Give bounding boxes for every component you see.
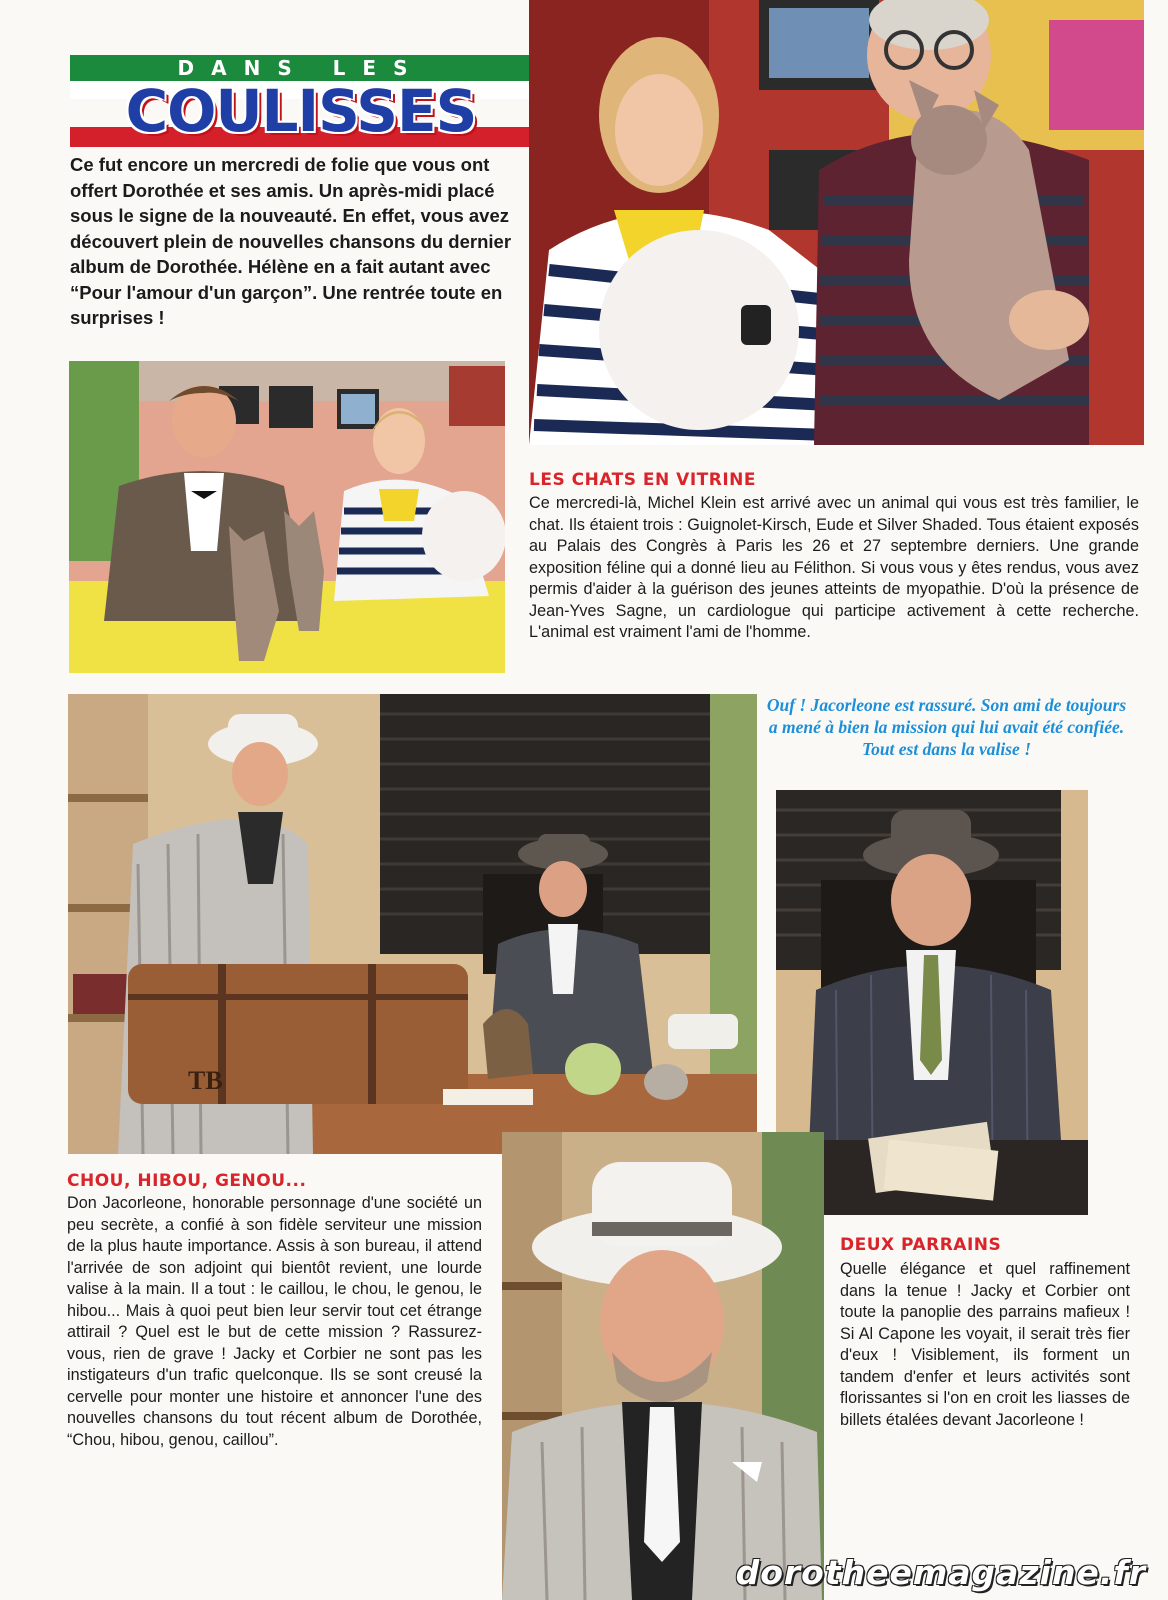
heading-chou-hibou-genou: CHOU, HIBOU, GENOU... — [67, 1171, 307, 1191]
heading-deux-parrains: DEUX PARRAINS — [840, 1235, 1002, 1255]
caption-jacorleone: Ouf ! Jacorleone est rassuré. Son ami de toujours a mené à bien la mission qui lui avait été confiée. Tout est dans la valise ! — [766, 695, 1127, 759]
article-chou-text: Don Jacorleone, honorable personnage d'une société un peu secrète, a confié à son fidèle serviteur une mission de la plus haute importance. Assis à son bureau, il attend l'arrivée de son adjoint qui bientôt revient, une lourde valise à la main. Il a tout : le caillou, le chou, le genou, le hibou... Mais à quoi peut bien leur servir tout cet étrange attirail ? Quel est le but de cette mission ? Rassurez-vous, rien de grave ! Jacky et Corbier ne sont pas les instigateurs d'un trafic quelconque. Ils se sont creusé la cervelle pour monter une histoire et annoncer l'une des nouvelles chansons du tout récent album de Dorothée, “Chou, hibou, genou, caillou”. — [67, 1194, 482, 1449]
site-watermark: dorotheemagazine.fr — [735, 1553, 1146, 1592]
article-chats-text: Ce mercredi-là, Michel Klein est arrivé avec un animal qui vous est très familier, le chat. Ils étaient trois : Guignolet-Kirsch, Eude et Silver Shaded. Tous étaient exposés au Palais des Congrès à Paris les 26 et 27 septembre derniers. Une grande exposition féline qui a donné lieu au Félithon. Si vous vous y êtes rendus, vous avez permis d'aider à la guérison des jeunes atteints de myopathie. D'où la présence de Jean-Yves Sagne, un cardiologue qui participe activement à cette recherche. L'animal est vraiment l'ami de l'homme. — [529, 494, 1139, 641]
suitcase-initials: TB — [188, 1066, 223, 1095]
article-parrains-text: Quelle élégance et quel raffinement dans la tenue ! Jacky et Corbier ont toute la panoplie des parrains mafieux ! Si Al Capone les voyait, il serait très fier d'eux ! Visiblement, ils forment un tandem d'enfer et leurs activités sont florissantes si l'on en croit les liasses de billets étalées devant Jacorleone ! — [840, 1260, 1130, 1429]
photo-office-suitcase — [68, 694, 757, 1154]
logo-kicker: DANS LES — [70, 55, 532, 81]
photo-man-white-hat — [502, 1132, 824, 1600]
logo-title: COULISSES — [125, 77, 477, 145]
photo-desk-with-cats — [69, 361, 505, 673]
photo-presenters-with-cats — [529, 0, 1144, 445]
intro-paragraph: Ce fut encore un mercredi de folie que vous ont offert Dorothée et ses amis. Un après-midi placé sous le signe de la nouveauté. En effet, vous avez découvert plein de nouvelles chansons du dernier album de Dorothée. Hélène en a fait autant avec “Pour l'amour d'un garçon”. Une rentrée toute en surprises ! — [70, 154, 512, 328]
section-logo — [70, 55, 532, 147]
heading-chats-en-vitrine: LES CHATS EN VITRINE — [529, 470, 756, 490]
